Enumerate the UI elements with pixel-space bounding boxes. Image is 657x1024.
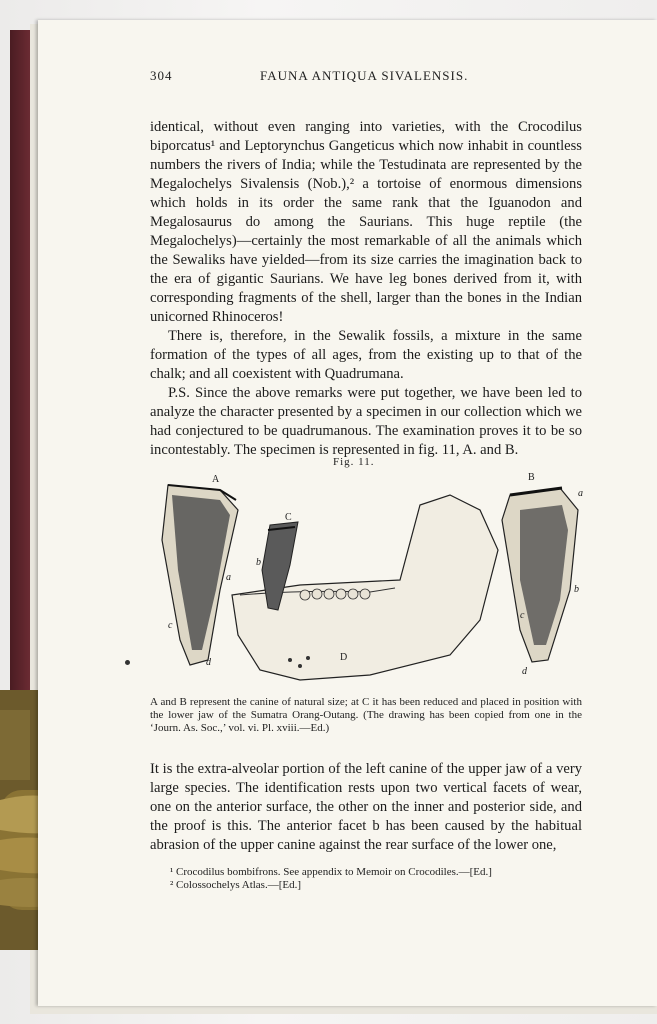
page-number: 304 (150, 68, 173, 83)
figure-letter: d (206, 657, 211, 668)
figure-letter: D (340, 652, 348, 663)
body-text-continued: It is the extra-alveolar portion of the left canine of the upper jaw of a very large species. The identification rests upon two vertical facets of wear, one on the anterior surface, the other on the inner and posterior side, and the proof is this. The anterior facet b has been caused by the habitual abrasion of the upper canine against the rear surface of the lower one, (150, 761, 582, 853)
ink-dot (125, 660, 130, 665)
figure-letter: c (168, 620, 173, 631)
footnotes (170, 866, 580, 892)
paragraph: identical, without even ranging into varieties, with the Crocodilus biporcatus¹ and Leptorynchus Gangeticus which now inhabit in countless numbers the rivers of India; while the Testudinata are represented by the Megalochelys Sivalensis (Nob.),² a tortoise of enormous dimensions which holds in its order the same rank that the Iguanodon and Megalosaurus do among the Saurians. This huge reptile (the Megalochelys)—certainly the most remarkable of all the animals which the Sewaliks have yielded—from its size carries the imagination back to the era of gigantic Saurians. We have leg bones derived from it, with corresponding fragments of the shell, larger than the bones in the Indian unicorned Rhinoceros! (150, 119, 582, 325)
footnote: ¹ Crocodilus bombifrons. See appendix to Memoir on Crocodiles.—[Ed.] (170, 866, 492, 878)
figure-letter: b (256, 557, 261, 568)
running-header (150, 68, 580, 88)
figure-letter: a (578, 488, 583, 499)
figure-letter: B (528, 472, 535, 483)
figure-letter: b (574, 584, 579, 595)
paragraph: There is, therefore, in the Sewalik fossils, a mixture in the same formation of the types of all ages, from the existing up to that of the chalk; and all coexistent with Quadrumana. (150, 328, 582, 382)
fig-11-illustration (150, 470, 590, 690)
figure-letter: a (226, 572, 231, 583)
figure-letter: A (212, 474, 220, 485)
footnote: ² Colossochelys Atlas.—[Ed.] (170, 879, 302, 891)
figure-letter: C (285, 512, 292, 523)
figure-letter: d (522, 666, 527, 677)
body-text (150, 118, 582, 460)
figure-caption: A and B represent the canine of natural size; at C it has been reduced and placed in position with the lower jaw of the Sumatra Orang-Outang. (The drawing has been copied from one in the ‘Journ. As. Soc.,’ vol. vi. Pl. xviii.—Ed.) (150, 696, 582, 734)
figure-letter: c (520, 610, 525, 621)
figure-label: Fig. 11. (333, 456, 375, 468)
running-title: FAUNA ANTIQUA SIVALENSIS. (260, 68, 469, 83)
canine-b-drawing (502, 488, 578, 662)
paragraph: P.S. Since the above remarks were put together, we have been led to analyze the character presented by a specimen in our collection which we had conjectured to be quadrumanous. The examination proves it to be so incontestably. The specimen is represented in fig. 11, A. and B. (150, 385, 582, 458)
